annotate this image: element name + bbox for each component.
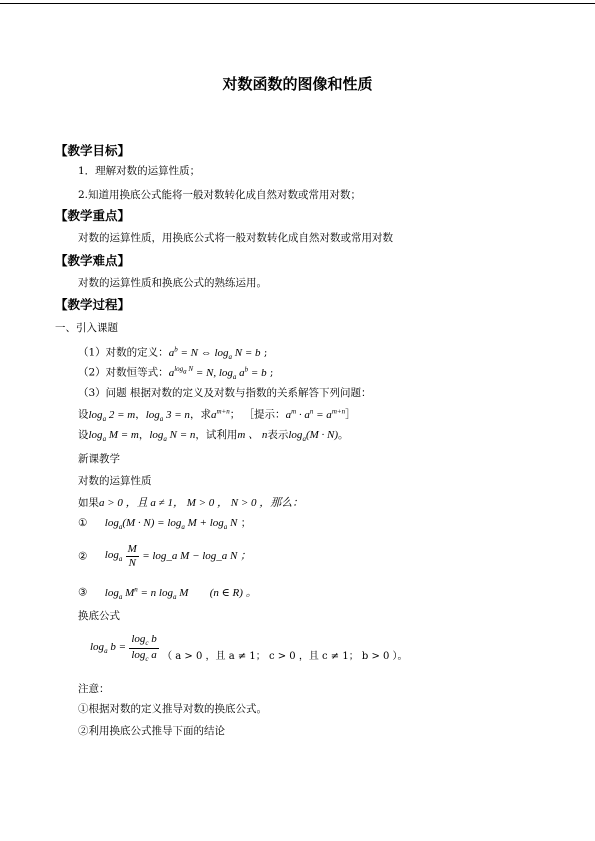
- question-2-line: 设$\log_a M = m$，$\log_a N = n$，试利用m 、 n表示$\log_a(M \cdot N)$。: [78, 429, 349, 444]
- property-3-formula: $\log_a M^n = n$ $\log_a M$: [104, 585, 189, 601]
- question-text: （3）问题 根据对数的定义及对数与指数的关系解答下列问题：: [78, 387, 372, 399]
- q1-hint: $a^m \cdot a^n = a^{m+n}$: [285, 407, 346, 421]
- identity-line: （2）对数恒等式：$a^{log_a N} = N$, $\log_a a^b = b$ ;: [78, 365, 274, 381]
- definition-line: （1）对数的定义：$a^b = N$ ⇔ $\log_a N = b$ ;: [78, 345, 268, 361]
- property-1-number: ①: [78, 517, 88, 529]
- goals-heading: 【教学目标】: [55, 143, 131, 158]
- property-3-number: ③: [78, 586, 88, 599]
- q2-prefix: 设: [78, 429, 89, 441]
- property-3-condition: (n ∈ R) 。: [209, 586, 257, 599]
- property-2-lhs: $\log_a$: [104, 549, 123, 564]
- property-2-number: ②: [78, 550, 88, 563]
- goal-item-2: 2.知道用换底公式能将一般对数转化成自然对数或常用对数；: [78, 189, 362, 201]
- key-points-heading: 【教学重点】: [55, 208, 131, 223]
- q1-ask: 求: [200, 408, 211, 421]
- change-base-fraction: $\frac{\log_c b}{\log_c a}$: [131, 633, 157, 663]
- q2-show: 表示: [267, 429, 289, 441]
- identity-label: （2）对数恒等式：: [78, 366, 169, 379]
- top-border-line: [0, 3, 595, 4]
- property-2-rhs: = log_a M − log_a N ；: [142, 550, 252, 563]
- question-1-line: 设$\log_a 2 = m$，$\log_a 3 = n$，求$a^{m+n}$； ［提示：$a^m \cdot a^n$ = $a^{m+n}]$: [78, 407, 356, 423]
- condition-line: [78, 497, 303, 510]
- key-points-text: 对数的运算性质，用换底公式将一般对数转化成自然对数或常用对数: [78, 232, 393, 244]
- q2-end: 。: [338, 429, 349, 441]
- page-title: 对数函数的图像和性质: [222, 75, 373, 93]
- property-2-fraction: $\frac{M}{N}$: [127, 543, 137, 570]
- q1-prefix: 设: [78, 408, 89, 421]
- q2-mid: ，试利用: [195, 429, 238, 441]
- difficulties-heading: 【教学难点】: [55, 253, 131, 268]
- q1-hint-close: ］: [345, 408, 356, 421]
- note-1: ①根据对数的定义推导对数的换底公式。: [78, 703, 267, 715]
- change-base-formula-line: [90, 633, 408, 663]
- identity-formula: $a^{log_a N} = N$, $\log_a a^b = b$: [168, 365, 267, 381]
- change-base-title: 换底公式: [78, 610, 120, 622]
- property-1-line: ① $\log_a(M \cdot N) = \log_a M + \log_a N$ ；: [78, 517, 252, 532]
- difficulties-text: 对数的运算性质和换底公式的熟练运用。: [78, 277, 267, 289]
- new-lesson-label: 新课教学: [78, 453, 120, 465]
- q1-formula-b: $\log_a 3 = n$: [145, 408, 190, 423]
- condition-text: a > 0 ，且 a ≠ 1， M > 0 ， N > 0 ，那么：: [99, 497, 304, 509]
- note-2: ②利用换底公式推导下面的结论: [78, 725, 225, 737]
- condition-prefix: 如果: [78, 497, 99, 509]
- q2-vars: m 、 n: [237, 429, 268, 441]
- change-base-lhs: $\log_a b$ =: [90, 640, 126, 655]
- definition-formula: $a^b = N$ ⇔ $\log_a N = b$: [168, 345, 261, 361]
- property-3-line: [78, 585, 257, 601]
- process-heading: 【教学过程】: [55, 297, 131, 312]
- property-1-formula: $\log_a(M \cdot N) = \log_a M + \log_a N$: [104, 517, 238, 532]
- q1-formula-a: $\log_a 2 = m$: [88, 408, 136, 423]
- intro-label: 一、引入课题: [55, 322, 118, 334]
- property-2-line: [78, 543, 251, 570]
- q2-target: $\log_a(M \cdot N)$: [288, 429, 339, 444]
- definition-label: （1）对数的定义：: [78, 346, 169, 359]
- q1-hint-label: ［提示：: [243, 408, 286, 421]
- q1-target: $a^{m+n}$: [210, 407, 230, 421]
- goal-item-1: 1．理解对数的运算性质；: [78, 165, 201, 177]
- note-title: 注意：: [78, 683, 110, 695]
- properties-title: 对数的运算性质: [78, 475, 152, 487]
- q2-formula-b: $\log_a N = n$: [149, 429, 196, 444]
- q2-formula-a: $\log_a M = m$: [88, 429, 139, 444]
- change-base-condition: （ a > 0 ，且 a ≠ 1； c > 0 ，且 c ≠ 1； b > 0 ）。: [162, 651, 408, 663]
